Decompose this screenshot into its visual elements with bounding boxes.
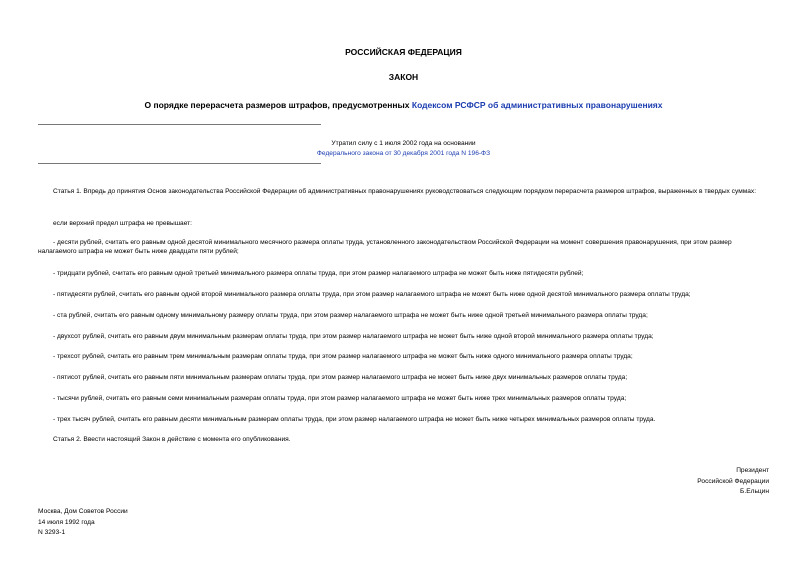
title-prefix: О порядке перерасчета размеров штрафов, предусмотренных bbox=[144, 100, 412, 110]
signature-title: Президент bbox=[736, 467, 769, 474]
list-item: - тридцати рублей, считать его равным одной третьей минимального размера оплаты труда, при этом размер налагаемого штрафа не может быть ниже пятидесяти рублей; bbox=[53, 270, 584, 277]
signature-name: Б.Ельцин bbox=[740, 488, 769, 495]
list-item: - пятидесяти рублей, считать его равным одной второй минимального размера оплаты труда, при этом размер налагаемого штрафа не может быть ниже одной десятой минимального размера оплаты труда; bbox=[53, 291, 691, 298]
article-2: Статья 2. Ввести настоящий Закон в действие с момента его опубликования. bbox=[53, 436, 291, 443]
signature-block bbox=[697, 466, 769, 498]
list-item: - десяти рублей, считать его равным одной десятой минимального месячного размера оплаты труда, установленного законодательством Российской Федерации на момент совершения правонарушения, при этом размер налагаемого штрафа не может быть ниже двадцати пяти рублей; bbox=[38, 239, 732, 255]
signing-place: Москва, Дом Советов России bbox=[38, 508, 128, 515]
codex-link[interactable]: Кодексом РСФСР об административных правонарушениях bbox=[411, 100, 663, 110]
signing-date: 14 июля 1992 года bbox=[38, 518, 95, 526]
list-item: - тысячи рублей, считать его равным семи минимальным размерам оплаты труда, при этом размер налагаемого штрафа не может быть ниже трех минимальных размеров оплаты труда; bbox=[53, 395, 627, 402]
list-item: - трехсот рублей, считать его равным трем минимальным размерам оплаты труда, при этом размер налагаемого штрафа не может быть ниже одного минимального размера оплаты труда; bbox=[53, 353, 633, 360]
place-date-block bbox=[38, 507, 128, 539]
list-item: - двухсот рублей, считать его равным двум минимальным размерам оплаты труда, при этом размер налагаемого штрафа не может быть ниже одной второй минимального размера оплаты труда; bbox=[53, 333, 654, 340]
document-title bbox=[0, 100, 807, 110]
signature-country: Российской Федерации bbox=[697, 477, 769, 485]
list-item: - трех тысяч рублей, считать его равным десяти минимальным размерам оплаты труда, при этом размер налагаемого штрафа не может быть ниже четырех минимальных размеров оплаты труда. bbox=[53, 416, 656, 423]
country-heading: РОССИЙСКАЯ ФЕДЕРАЦИЯ bbox=[345, 47, 462, 57]
list-item: - ста рублей, считать его равным одному минимальному размеру оплаты труда, при этом размер налагаемого штрафа не может быть ниже одной третьей минимального размера оплаты труда; bbox=[53, 312, 648, 319]
list-item: - пятисот рублей, считать его равным пяти минимальным размерам оплаты труда, при этом размер налагаемого штрафа не может быть ниже двух минимальных размеров оплаты труда; bbox=[53, 374, 628, 381]
article-1-intro: если верхний предел штрафа не превышает: bbox=[53, 220, 192, 227]
doc-type-heading: ЗАКОН bbox=[388, 72, 419, 82]
divider-bottom bbox=[38, 163, 321, 164]
federal-law-link[interactable]: Федерального закона от 30 декабря 2001 года N 196-ФЗ bbox=[316, 150, 491, 157]
law-number: N 3293-1 bbox=[38, 529, 66, 536]
repeal-text: Утратил силу с 1 июля 2002 года на основании bbox=[331, 140, 476, 147]
repeal-note bbox=[0, 139, 807, 159]
article-1: Статья 1. Впредь до принятия Основ законодательства Российской Федерации об административных правонарушениях руководствоваться следующим порядком перерасчета размеров штрафов, выраженных в твердых суммах: bbox=[53, 188, 757, 195]
divider-top bbox=[38, 124, 321, 125]
